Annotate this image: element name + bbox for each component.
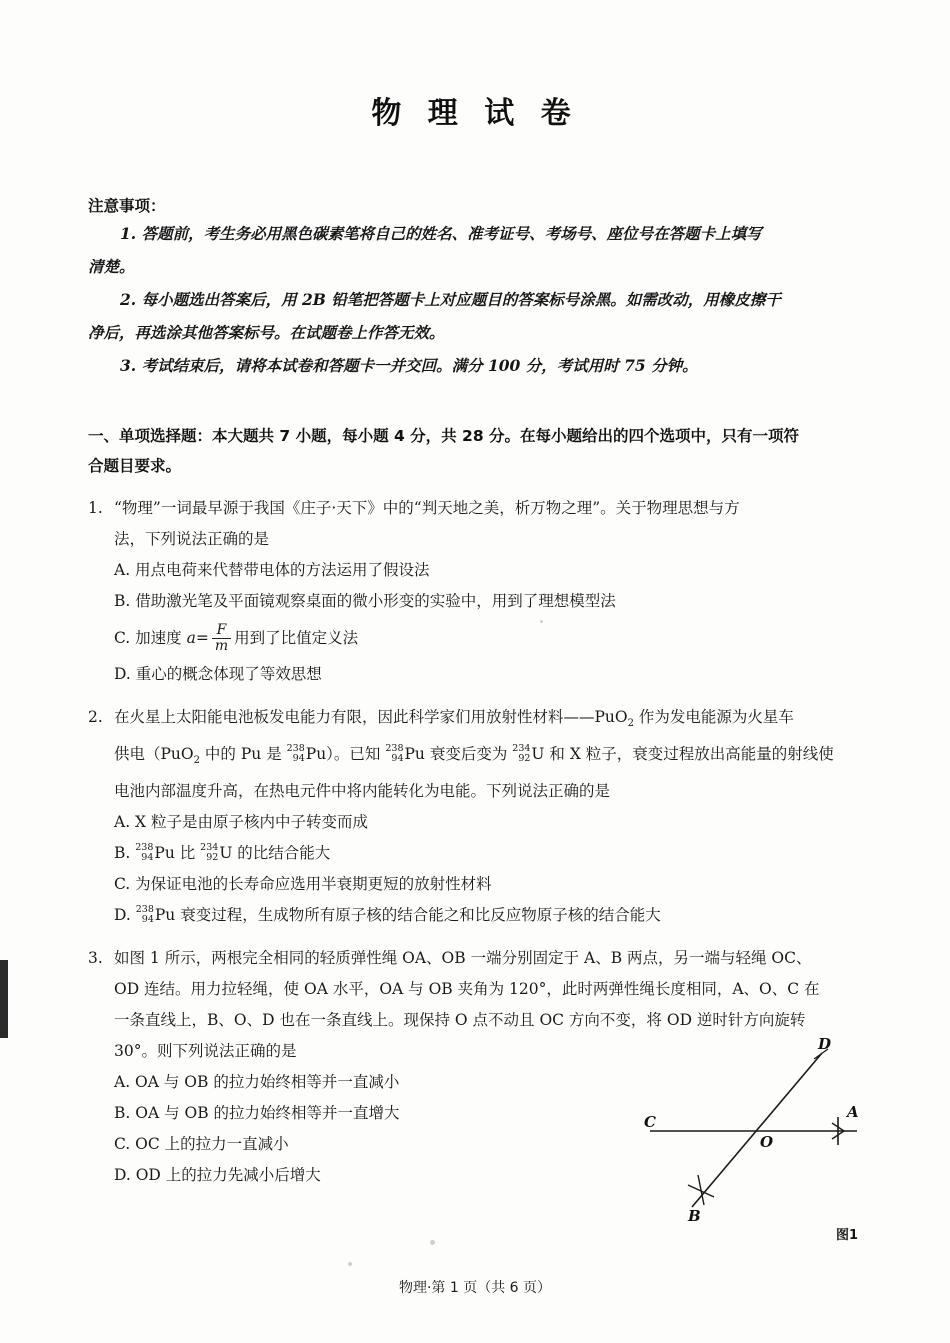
question-1-option-c-suffix: 用到了比值定义法	[234, 629, 359, 647]
fraction-numerator: F	[216, 621, 227, 638]
question-1-option-c-variable: a	[186, 629, 196, 647]
question-1-option-d: D. 重心的概念体现了等效思想	[114, 665, 322, 683]
figure-label-c: C	[644, 1113, 656, 1131]
question-1-option-c-equals: =	[195, 629, 209, 647]
question-1	[88, 493, 858, 555]
question-2	[88, 702, 858, 807]
notice-item-1-cont: 清楚。	[88, 257, 135, 276]
scan-speck	[348, 1262, 352, 1266]
figure-label-d: D	[818, 1035, 832, 1053]
question-2-option-c: C. 为保证电池的长寿命应选用半衰期更短的放射性材料	[114, 875, 492, 894]
figure-label-b: B	[688, 1207, 701, 1225]
figure-1-caption: 图1	[835, 1228, 858, 1243]
figure-1-svg	[642, 1035, 872, 1225]
question-1-number: 1.	[88, 499, 103, 517]
question-3-option-b: B. OA 与 OB 的拉力始终相等并一直增大	[114, 1104, 400, 1123]
figure-label-a: A	[847, 1103, 859, 1121]
nuclide-u234: 234 92	[200, 841, 219, 864]
question-3-line-4: 30°。则下列说法正确的是	[114, 1042, 297, 1061]
nuclide-pu238: 238 94	[135, 903, 154, 926]
question-2-line-3: 电池内部温度升高，在热电元件中将内能转化为电能。下列说法正确的是	[114, 782, 611, 801]
nuclide-pu238: 238 94	[286, 742, 305, 765]
nuclide-pu238: 238 94	[385, 742, 404, 765]
question-2-option-b: B. 238 94 Pu 比 234 92 U 的比结合能大	[114, 841, 331, 864]
notice-item-3: 3. 考试结束后，请将本试卷和答题卡一并交回。满分 100 分，考试用时 75 分钟。	[120, 356, 698, 375]
section-one-heading	[88, 421, 858, 481]
question-3-line-2: OD 连结。用力拉轻绳，使 OA 水平，OA 与 OB 夹角为 120°，此时两弹性绳长度相同，A、O、C 在	[114, 980, 820, 999]
question-2-option-a: A. X 粒子是由原子核内中子转变而成	[114, 813, 369, 832]
question-1-option-c	[88, 617, 858, 659]
notice-heading: 注意事项：	[88, 197, 166, 215]
acceleration-fraction	[212, 623, 231, 653]
question-3-number: 3.	[88, 949, 103, 968]
question-1-line-1: “物理”一词最早源于我国《庄子·天下》中的“判天地之美，析万物之理”。关于物理思想与方	[114, 499, 740, 517]
scan-speck	[430, 1240, 435, 1245]
question-3-option-c: C. OC 上的拉力一直减小	[114, 1135, 289, 1154]
question-3-option-d: D. OD 上的拉力先减小后增大	[114, 1166, 321, 1185]
notice-item-2: 2. 每小题选出答案后，用 2B 铅笔把答题卡上对应题目的答案标号涂黑。如需改动，用橡皮擦干	[120, 290, 781, 309]
figure-label-o: O	[760, 1133, 774, 1151]
fraction-denominator: m	[212, 638, 231, 654]
page-footer: 物理·第 1 页（共 6 页）	[398, 1280, 552, 1296]
page-title: 物 理 试 卷	[371, 96, 579, 131]
question-3-line-3: 一条直线上，B、O、D 也在一条直线上。现保持 O 点不动且 OC 方向不变，将 OD 逆时针方向旋转	[114, 1011, 806, 1030]
question-1-line-2: 法，下列说法正确的是	[114, 530, 270, 548]
question-2-number: 2.	[88, 708, 103, 726]
question-3-option-a: A. OA 与 OB 的拉力始终相等并一直减小	[114, 1073, 400, 1092]
question-2-line-1: 在火星上太阳能电池板发电能力有限，因此科学家们用放射性材料——PuO$_2$ 作为发电能源为火星车	[114, 708, 794, 730]
nuclide-pu238: 238 94	[135, 841, 154, 864]
figure-1-diagram	[642, 1035, 872, 1225]
scan-speck	[540, 620, 543, 623]
section-one-line2: 合题目要求。	[88, 457, 182, 475]
notice-item-1: 1. 答题前，考生务必用黑色碳素笔将自己的姓名、准考证号、考场号、座位号在答题卡上填写	[120, 224, 762, 243]
question-1-option-b: B. 借助激光笔及平面镜观察桌面的微小形变的实验中，用到了理想模型法	[114, 592, 616, 610]
nuclide-u234: 234 92	[512, 742, 531, 765]
question-1-option-a: A. 用点电荷来代替带电体的方法运用了假设法	[114, 561, 430, 579]
question-1-option-c-prefix: C. 加速度	[114, 629, 187, 647]
page-edge-mark	[0, 960, 8, 1038]
section-one-line1: 一、单项选择题：本大题共 7 小题，每小题 4 分，共 28 分。在每小题给出的四个选项中，只有一项符	[88, 427, 800, 445]
question-2-line-2: 供电（PuO$_2$ 中的 Pu 是 238 94 Pu）。已知 238 94 Pu 衰变后变为 234 92 U 和 X 粒子，衰变过程放出高能量的射线使	[114, 742, 834, 767]
notice-item-2-cont: 净后，再选涂其他答案标号。在试题卷上作答无效。	[88, 323, 445, 342]
question-3-line-1: 如图 1 所示，两根完全相同的轻质弹性绳 OA、OB 一端分别固定于 A、B 两点，另一端与轻绳 OC、	[114, 949, 812, 968]
question-2-option-d: D. 238 94 Pu 衰变过程，生成物所有原子核的结合能之和比反应物原子核的结合能大	[114, 903, 661, 926]
